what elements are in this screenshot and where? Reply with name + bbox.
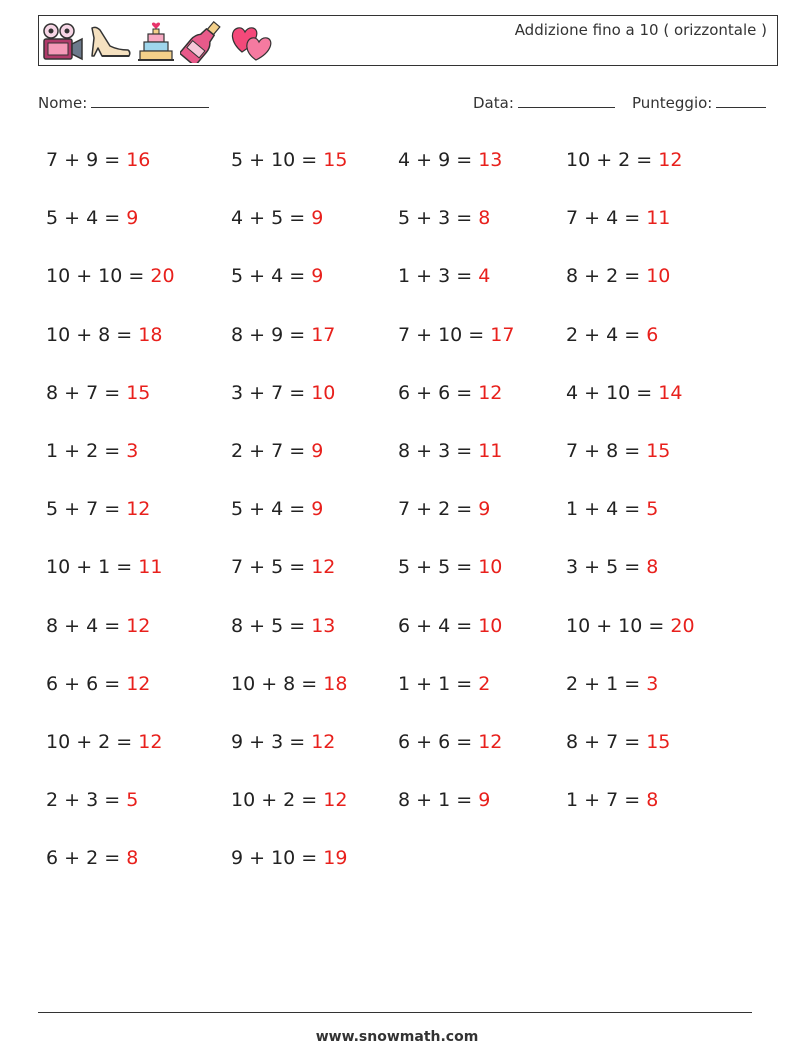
problem-question: 4 + 5 =	[231, 207, 306, 229]
problem-question: 5 + 10 =	[231, 149, 318, 171]
problem-question: 5 + 5 =	[398, 556, 473, 578]
problem-question: 5 + 4 =	[231, 265, 306, 287]
problem-item	[398, 264, 490, 288]
problem-item	[398, 555, 502, 579]
problem-item	[46, 381, 150, 405]
problem-question: 6 + 2 =	[46, 847, 121, 869]
problem-item	[398, 497, 490, 521]
problem-question: 10 + 8 =	[231, 673, 318, 695]
problem-question: 3 + 5 =	[566, 556, 641, 578]
problem-question: 8 + 7 =	[46, 382, 121, 404]
problem-question: 5 + 7 =	[46, 498, 121, 520]
problem-answer: 8	[478, 207, 491, 229]
problem-answer: 11	[478, 440, 503, 462]
problem-item	[398, 439, 502, 463]
problem-answer: 13	[311, 615, 336, 637]
problem-item	[566, 323, 658, 347]
problem-answer: 11	[138, 556, 163, 578]
problem-item	[566, 730, 670, 754]
problem-answer: 4	[478, 265, 491, 287]
problem-question: 3 + 7 =	[231, 382, 306, 404]
problem-item	[398, 788, 490, 812]
problem-question: 10 + 8 =	[46, 324, 133, 346]
worksheet-title: Addizione fino a 10 ( orizzontale )	[514, 21, 767, 39]
problem-item	[46, 206, 138, 230]
problem-question: 10 + 10 =	[566, 615, 665, 637]
problem-item	[231, 381, 335, 405]
problem-answer: 12	[311, 556, 336, 578]
problem-answer: 5	[126, 789, 139, 811]
date-label: Data:	[473, 94, 514, 112]
problem-answer: 8	[646, 556, 659, 578]
problem-question: 7 + 9 =	[46, 149, 121, 171]
problem-item	[398, 148, 502, 172]
problem-answer: 12	[478, 731, 503, 753]
problem-item	[46, 555, 162, 579]
problem-answer: 12	[658, 149, 683, 171]
problem-question: 8 + 2 =	[566, 265, 641, 287]
problem-item	[398, 381, 502, 405]
problem-item	[231, 264, 323, 288]
problem-question: 4 + 9 =	[398, 149, 473, 171]
problem-answer: 15	[646, 440, 671, 462]
problem-question: 4 + 10 =	[566, 382, 653, 404]
problem-answer: 10	[311, 382, 336, 404]
problem-question: 6 + 6 =	[398, 731, 473, 753]
problem-answer: 15	[126, 382, 151, 404]
problem-item	[46, 614, 150, 638]
problem-answer: 17	[490, 324, 515, 346]
problem-item	[398, 672, 490, 696]
problem-question: 6 + 6 =	[398, 382, 473, 404]
problem-question: 1 + 4 =	[566, 498, 641, 520]
problem-item	[46, 439, 138, 463]
problem-question: 7 + 10 =	[398, 324, 485, 346]
problem-answer: 9	[311, 265, 324, 287]
problem-question: 2 + 4 =	[566, 324, 641, 346]
problem-answer: 15	[323, 149, 348, 171]
problem-question: 2 + 3 =	[46, 789, 121, 811]
problem-item	[398, 730, 502, 754]
problem-answer: 13	[478, 149, 503, 171]
problem-item	[566, 555, 658, 579]
problem-question: 9 + 10 =	[231, 847, 318, 869]
problem-question: 6 + 6 =	[46, 673, 121, 695]
problem-item	[566, 614, 695, 638]
problem-item	[46, 264, 175, 288]
footer-divider	[38, 1012, 752, 1013]
problem-answer: 6	[646, 324, 659, 346]
problem-answer: 12	[126, 615, 151, 637]
problem-answer: 10	[646, 265, 671, 287]
problem-answer: 18	[138, 324, 163, 346]
problem-item	[46, 148, 150, 172]
problem-item	[231, 788, 347, 812]
problem-answer: 12	[323, 789, 348, 811]
problem-question: 8 + 7 =	[566, 731, 641, 753]
problem-answer: 12	[478, 382, 503, 404]
score-label: Punteggio:	[632, 94, 713, 112]
problem-item	[231, 555, 335, 579]
problem-question: 10 + 1 =	[46, 556, 133, 578]
problem-question: 10 + 2 =	[46, 731, 133, 753]
problem-item	[398, 614, 502, 638]
problem-answer: 20	[670, 615, 695, 637]
problem-question: 10 + 2 =	[231, 789, 318, 811]
problem-item	[231, 323, 335, 347]
problem-question: 8 + 9 =	[231, 324, 306, 346]
problem-question: 6 + 4 =	[398, 615, 473, 637]
problem-question: 7 + 8 =	[566, 440, 641, 462]
problem-answer: 9	[126, 207, 139, 229]
problem-answer: 3	[646, 673, 659, 695]
problem-item	[231, 439, 323, 463]
problem-question: 8 + 1 =	[398, 789, 473, 811]
problem-item	[46, 788, 138, 812]
problem-item	[231, 672, 347, 696]
problem-question: 5 + 3 =	[398, 207, 473, 229]
problem-answer: 15	[646, 731, 671, 753]
problem-answer: 9	[478, 498, 491, 520]
problem-answer: 3	[126, 440, 139, 462]
problem-answer: 19	[323, 847, 348, 869]
problem-question: 1 + 3 =	[398, 265, 473, 287]
problem-answer: 12	[126, 498, 151, 520]
problem-question: 7 + 2 =	[398, 498, 473, 520]
problem-question: 8 + 5 =	[231, 615, 306, 637]
problem-item	[231, 614, 335, 638]
problem-question: 8 + 4 =	[46, 615, 121, 637]
problem-item	[566, 497, 658, 521]
problem-item	[46, 323, 162, 347]
problem-item	[566, 439, 670, 463]
problem-answer: 12	[126, 673, 151, 695]
problem-answer: 16	[126, 149, 151, 171]
problem-answer: 5	[646, 498, 659, 520]
problem-answer: 17	[311, 324, 336, 346]
problem-question: 7 + 5 =	[231, 556, 306, 578]
problem-item	[231, 846, 347, 870]
problem-item	[566, 788, 658, 812]
problem-answer: 11	[646, 207, 671, 229]
problem-answer: 14	[658, 382, 683, 404]
problem-question: 1 + 1 =	[398, 673, 473, 695]
problem-answer: 9	[311, 498, 324, 520]
problem-answer: 9	[311, 440, 324, 462]
problem-answer: 9	[478, 789, 491, 811]
problem-answer: 10	[478, 556, 503, 578]
problem-item	[231, 497, 323, 521]
problem-question: 7 + 4 =	[566, 207, 641, 229]
problem-question: 2 + 7 =	[231, 440, 306, 462]
problem-answer: 12	[138, 731, 163, 753]
problem-item	[566, 264, 670, 288]
problem-item	[46, 730, 162, 754]
problem-item	[398, 323, 514, 347]
problem-answer: 2	[478, 673, 491, 695]
problem-item	[46, 846, 138, 870]
problem-item	[46, 672, 150, 696]
problem-item	[231, 206, 323, 230]
problem-answer: 20	[150, 265, 175, 287]
name-label: Nome:	[38, 94, 88, 112]
problem-item	[566, 672, 658, 696]
problem-item	[398, 206, 490, 230]
problem-question: 1 + 2 =	[46, 440, 121, 462]
problem-answer: 8	[646, 789, 659, 811]
problem-question: 5 + 4 =	[231, 498, 306, 520]
problem-question: 1 + 7 =	[566, 789, 641, 811]
problem-answer: 10	[478, 615, 503, 637]
problem-question: 5 + 4 =	[46, 207, 121, 229]
problem-item	[566, 206, 670, 230]
problem-answer: 9	[311, 207, 324, 229]
problem-answer: 12	[311, 731, 336, 753]
problem-answer: 18	[323, 673, 348, 695]
problem-question: 10 + 2 =	[566, 149, 653, 171]
problem-item	[46, 497, 150, 521]
footer-url: www.snowmath.com	[315, 1029, 479, 1045]
problem-question: 2 + 1 =	[566, 673, 641, 695]
problem-answer: 8	[126, 847, 139, 869]
problem-item	[566, 381, 682, 405]
problem-item	[231, 730, 335, 754]
problem-question: 8 + 3 =	[398, 440, 473, 462]
problem-item	[231, 148, 347, 172]
problem-item	[566, 148, 682, 172]
problem-question: 9 + 3 =	[231, 731, 306, 753]
problem-question: 10 + 10 =	[46, 265, 145, 287]
